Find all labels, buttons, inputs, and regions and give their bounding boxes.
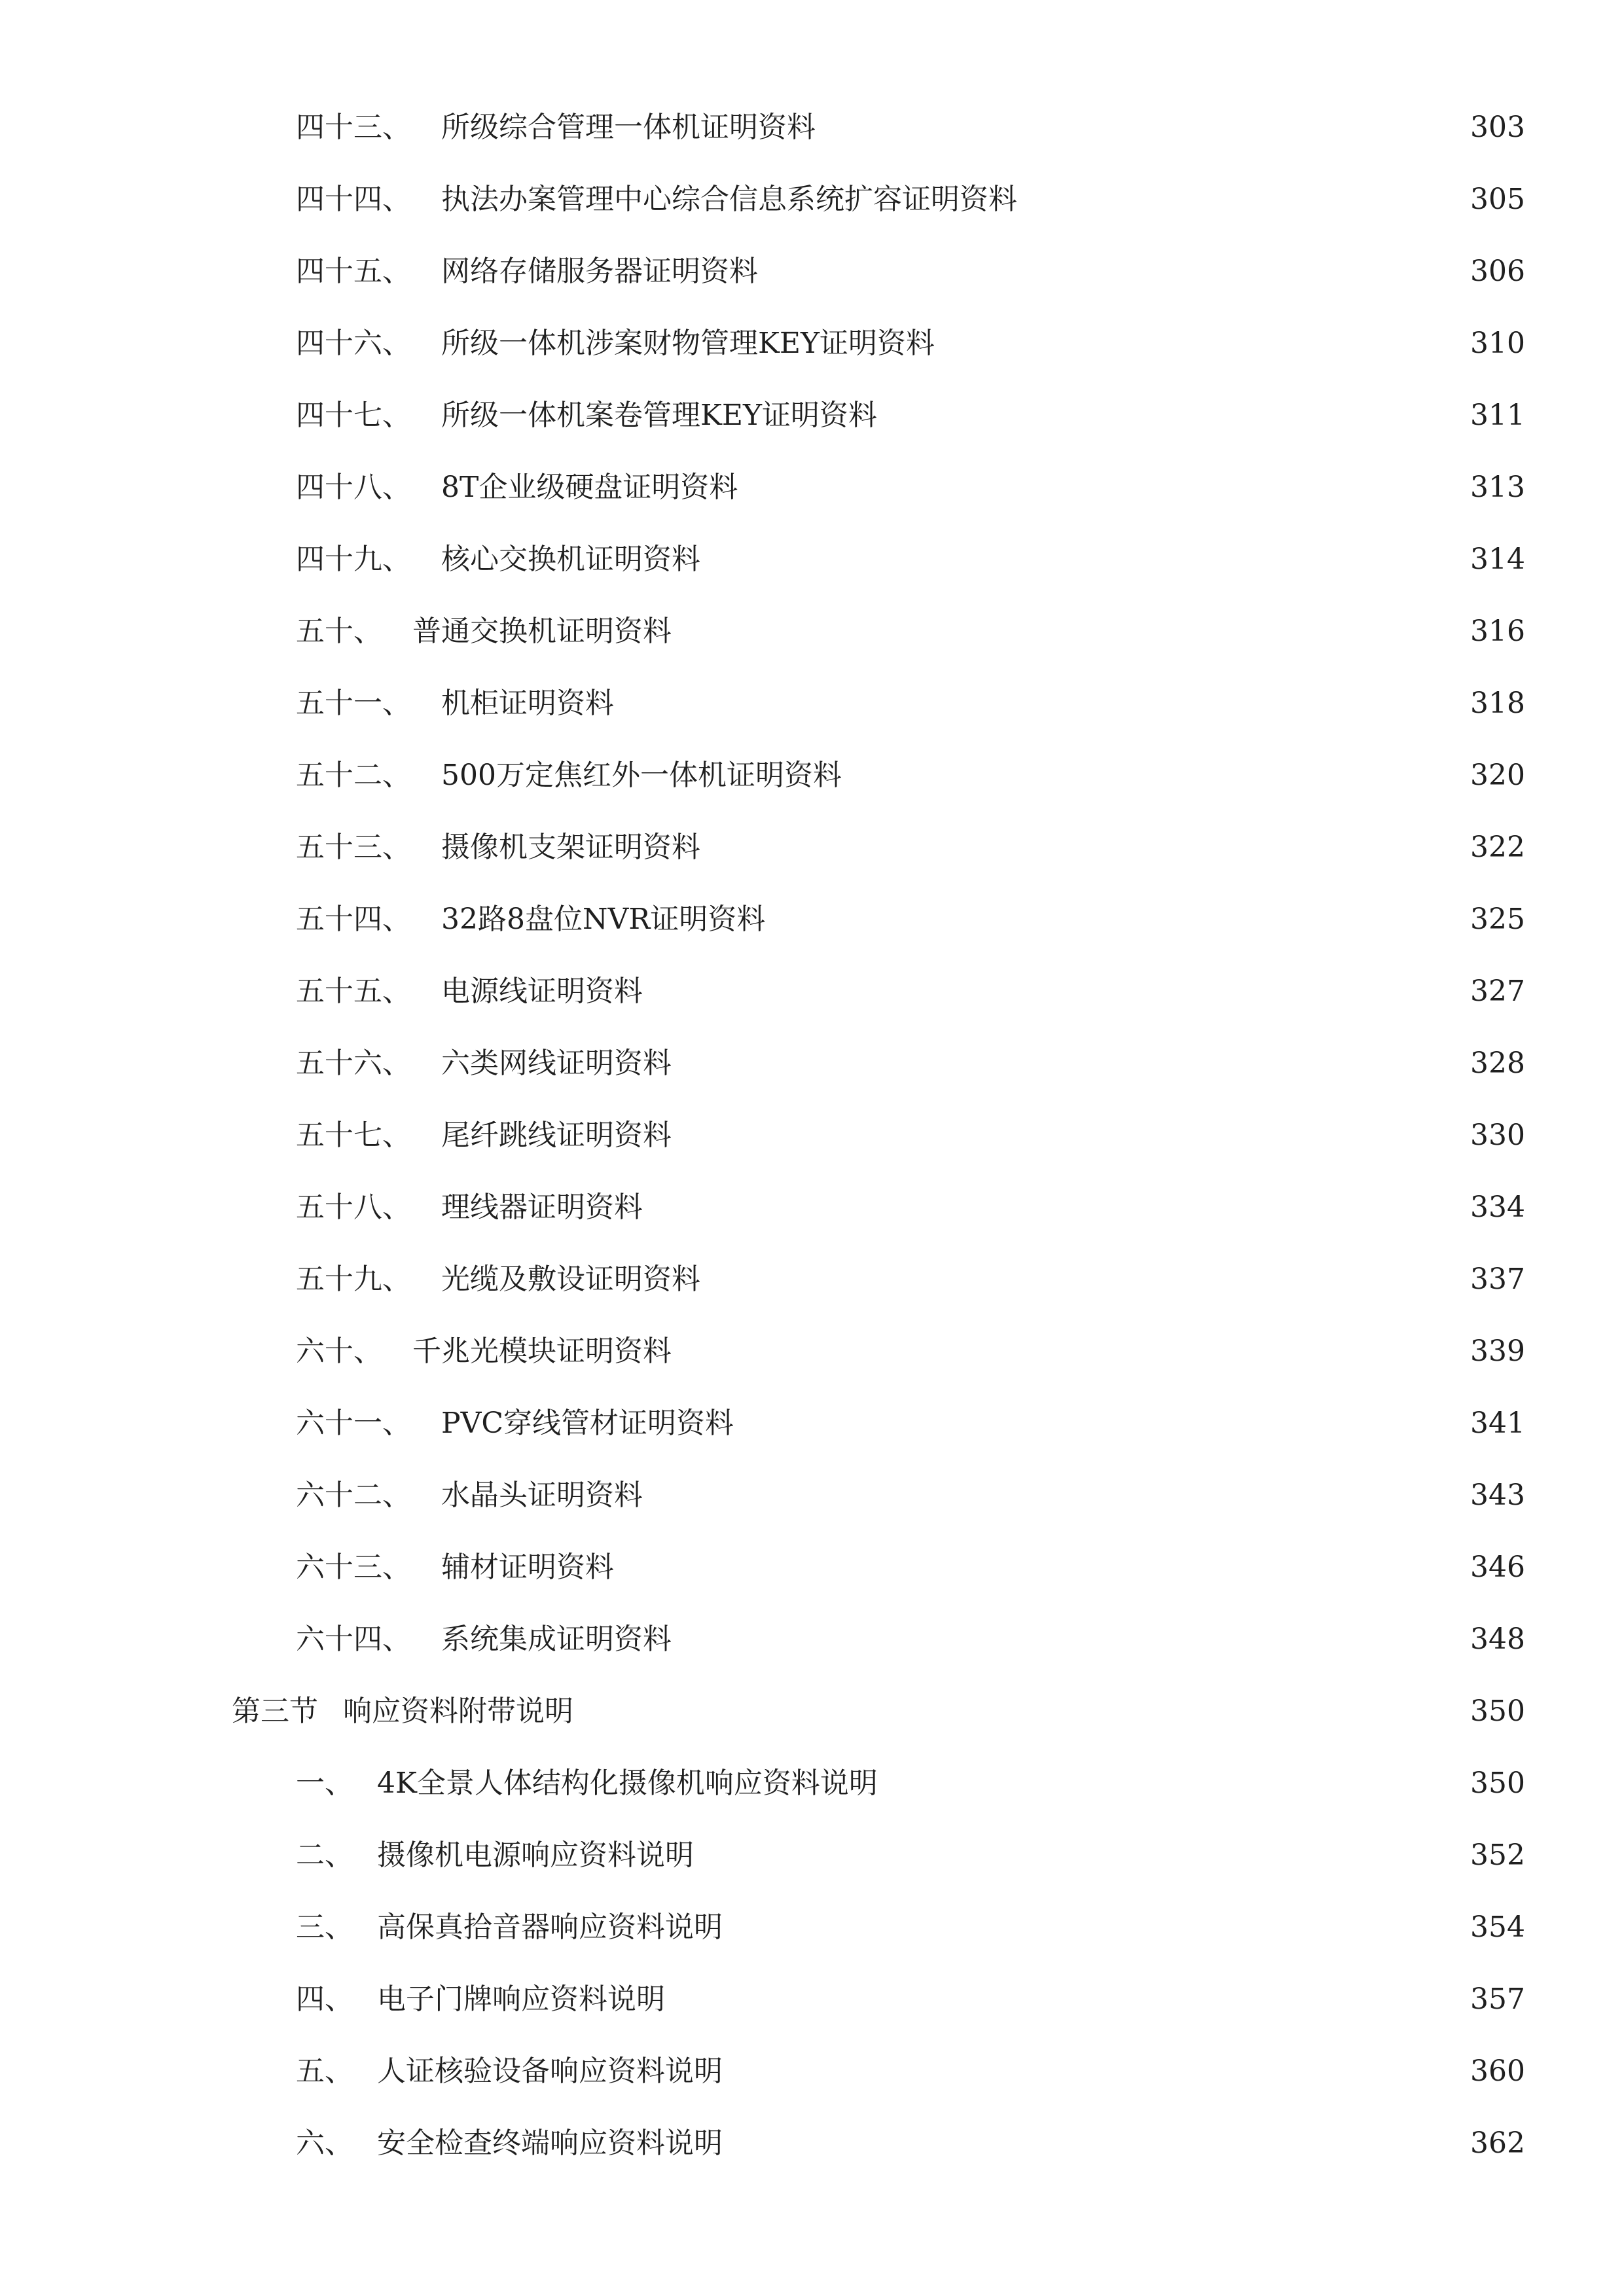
toc-entry-number: 六十、 [296, 1335, 382, 1368]
dot-leader [710, 545, 1458, 574]
toc-entry-title: 电子门牌响应资料说明 [377, 1982, 665, 2016]
toc-entry-page: 322 [1470, 831, 1525, 864]
dot-leader [747, 473, 1458, 502]
toc-entry-number: 四十七、 [296, 399, 411, 432]
toc-entry[interactable] [0, 524, 1624, 596]
dot-leader [652, 1193, 1458, 1222]
toc-entry-title: 系统集成证明资料 [441, 1623, 672, 1656]
toc-entry-title: 32路8盘位NVR证明资料 [441, 903, 766, 936]
dot-leader [710, 833, 1458, 862]
toc-entry[interactable] [0, 1964, 1624, 2036]
toc-entry-page: 325 [1470, 903, 1525, 936]
toc-entry[interactable] [0, 1316, 1624, 1388]
toc-entry-number: 五十九、 [296, 1263, 411, 1296]
toc-section-page: 350 [1470, 1695, 1525, 1728]
toc-entry[interactable] [0, 596, 1624, 668]
toc-entry[interactable] [0, 1532, 1624, 1604]
toc-entry-page: 311 [1470, 399, 1525, 432]
toc-entry-title: 普通交换机证明资料 [412, 615, 672, 648]
toc-entry-number: 二、 [296, 1839, 353, 1872]
toc-entry-page: 306 [1470, 255, 1525, 288]
toc-entry-title: 电源线证明资料 [441, 975, 643, 1008]
dot-leader [732, 2057, 1458, 2086]
dot-leader [652, 1481, 1458, 1510]
toc-entry-number: 五十六、 [296, 1047, 411, 1080]
toc-entry[interactable] [0, 164, 1624, 236]
toc-entry-number: 五十八、 [296, 1191, 411, 1224]
toc-entry-number: 五十七、 [296, 1119, 411, 1152]
dot-leader [944, 329, 1458, 358]
toc-section-heading[interactable] [0, 1676, 1624, 1748]
toc-entry[interactable] [0, 668, 1624, 740]
toc-entry-title: 500万定焦红外一体机证明资料 [441, 759, 842, 792]
toc-entry-page: 334 [1470, 1191, 1525, 1224]
dot-leader [886, 401, 1458, 430]
toc-entry-number: 三、 [296, 1910, 353, 1944]
toc-entry-page: 305 [1470, 183, 1525, 216]
dot-leader [623, 689, 1458, 718]
toc-entry-number: 四、 [296, 1982, 353, 2016]
dot-leader [732, 1913, 1458, 1942]
toc-entry[interactable] [0, 1820, 1624, 1892]
toc-entry[interactable] [0, 1892, 1624, 1964]
toc-entry-page: 350 [1470, 1767, 1525, 1800]
toc-entry-number: 五十一、 [296, 687, 411, 720]
toc-entry-title: 辅材证明资料 [441, 1551, 614, 1584]
toc-entry[interactable] [0, 1748, 1624, 1820]
toc-entry-number: 四十六、 [296, 327, 411, 360]
dot-leader [583, 1697, 1458, 1726]
toc-entry-title: 执法办案管理中心综合信息系统扩容证明资料 [441, 183, 1017, 216]
dot-leader [623, 1553, 1458, 1582]
toc-entry-number: 五、 [296, 2054, 353, 2088]
toc-entry-page: 314 [1470, 543, 1525, 576]
toc-entry-title: 六类网线证明资料 [441, 1047, 672, 1080]
toc-entry-page: 352 [1470, 1839, 1525, 1872]
toc-entry[interactable] [0, 1028, 1624, 1100]
toc-entry-title: 所级一体机涉案财物管理KEY证明资料 [441, 327, 935, 360]
toc-entry-title: 所级一体机案卷管理KEY证明资料 [441, 399, 878, 432]
dot-leader [681, 1121, 1458, 1150]
toc-entry-page: 330 [1470, 1119, 1525, 1152]
toc-entry-title: 8T企业级硬盘证明资料 [441, 471, 738, 504]
toc-section-number: 第三节 [232, 1695, 318, 1728]
toc-entry-page: 327 [1470, 975, 1525, 1008]
toc-entry-number: 四十九、 [296, 543, 411, 576]
dot-leader [774, 905, 1458, 934]
dot-leader [743, 1409, 1458, 1438]
toc-entry-page: 360 [1470, 2054, 1525, 2088]
toc-entry-title: 人证核验设备响应资料说明 [377, 2054, 723, 2088]
dot-leader [887, 1769, 1458, 1798]
toc-entry[interactable] [0, 380, 1624, 452]
toc-entry-title: 摄像机支架证明资料 [441, 831, 700, 864]
dot-leader [1026, 185, 1458, 214]
toc-entry[interactable] [0, 1172, 1624, 1244]
toc-section-title: 响应资料附带说明 [343, 1695, 573, 1728]
toc-entry[interactable] [0, 740, 1624, 812]
toc-entry-page: 354 [1470, 1910, 1525, 1944]
toc-entry-page: 346 [1470, 1551, 1525, 1584]
toc-entry-title: 4K全景人体结构化摄像机响应资料说明 [377, 1767, 878, 1800]
toc-entry[interactable] [0, 452, 1624, 524]
toc-entry-number: 五十五、 [296, 975, 411, 1008]
toc-entry-page: 316 [1470, 615, 1525, 648]
toc-entry-number: 四十四、 [296, 183, 411, 216]
toc-entry-number: 五十二、 [296, 759, 411, 792]
toc-entry-title: 核心交换机证明资料 [441, 543, 700, 576]
dot-leader [681, 1049, 1458, 1078]
toc-entry-number: 五十、 [296, 615, 382, 648]
toc-entry[interactable] [0, 308, 1624, 380]
toc-entry[interactable] [0, 92, 1624, 164]
toc-entry-title: 理线器证明资料 [441, 1191, 643, 1224]
toc-entry-number: 四十五、 [296, 255, 411, 288]
toc-entry-title: 机柜证明资料 [441, 687, 614, 720]
toc-entry[interactable] [0, 1460, 1624, 1532]
toc-entry[interactable] [0, 2036, 1624, 2108]
dot-leader [652, 977, 1458, 1006]
dot-leader [732, 2129, 1458, 2158]
dot-leader [674, 1985, 1458, 2014]
toc-entry-page: 362 [1470, 2126, 1525, 2160]
toc-entry-page: 348 [1470, 1623, 1525, 1656]
toc-entry[interactable] [0, 1388, 1624, 1460]
toc-entry[interactable] [0, 884, 1624, 956]
toc-entry[interactable] [0, 812, 1624, 884]
toc-entry[interactable] [0, 1244, 1624, 1316]
toc-entry-number: 六十四、 [296, 1623, 411, 1656]
toc-entry-title: 网络存储服务器证明资料 [441, 255, 758, 288]
toc-entry-number: 四十三、 [296, 111, 411, 144]
toc-entry-number: 一、 [296, 1767, 353, 1800]
toc-entry-number: 五十四、 [296, 903, 411, 936]
dot-leader [681, 1625, 1458, 1654]
dot-leader [710, 1265, 1458, 1294]
toc-entry-number: 六、 [296, 2126, 353, 2160]
toc-entry-title: 所级综合管理一体机证明资料 [441, 111, 816, 144]
toc-entry-title: 光缆及敷设证明资料 [441, 1263, 700, 1296]
toc-entry[interactable] [0, 2108, 1624, 2179]
toc-entry-page: 320 [1470, 759, 1525, 792]
toc-entry-title: PVC穿线管材证明资料 [441, 1407, 734, 1440]
toc-entry-page: 310 [1470, 327, 1525, 360]
toc-entry[interactable] [0, 956, 1624, 1028]
toc-entry-page: 341 [1470, 1407, 1525, 1440]
toc-entry-page: 313 [1470, 471, 1525, 504]
dot-leader [681, 617, 1458, 646]
toc-entry-title: 安全检查终端响应资料说明 [377, 2126, 723, 2160]
toc-entry[interactable] [0, 1604, 1624, 1676]
toc-entry-page: 339 [1470, 1335, 1525, 1368]
toc-entry-number: 五十三、 [296, 831, 411, 864]
toc-entry-page: 328 [1470, 1047, 1525, 1080]
dot-leader [825, 113, 1458, 142]
toc-entry-page: 318 [1470, 687, 1525, 720]
toc-entry-title: 摄像机电源响应资料说明 [377, 1839, 694, 1872]
toc-entry-title: 高保真拾音器响应资料说明 [377, 1910, 723, 1944]
toc-entry[interactable] [0, 236, 1624, 308]
toc-entry-page: 303 [1470, 111, 1525, 144]
toc-entry-title: 千兆光模块证明资料 [412, 1335, 672, 1368]
dot-leader [681, 1337, 1458, 1366]
toc-entry[interactable] [0, 1100, 1624, 1172]
table-of-contents [0, 92, 1624, 2179]
toc-entry-title: 水晶头证明资料 [441, 1479, 643, 1512]
toc-entry-title: 尾纤跳线证明资料 [441, 1119, 672, 1152]
toc-entry-page: 357 [1470, 1982, 1525, 2016]
toc-entry-number: 四十八、 [296, 471, 411, 504]
toc-entry-number: 六十二、 [296, 1479, 411, 1512]
dot-leader [767, 257, 1458, 286]
toc-entry-page: 337 [1470, 1263, 1525, 1296]
toc-entry-number: 六十一、 [296, 1407, 411, 1440]
dot-leader [703, 1841, 1458, 1870]
toc-entry-page: 343 [1470, 1479, 1525, 1512]
dot-leader [851, 761, 1458, 790]
toc-entry-number: 六十三、 [296, 1551, 411, 1584]
